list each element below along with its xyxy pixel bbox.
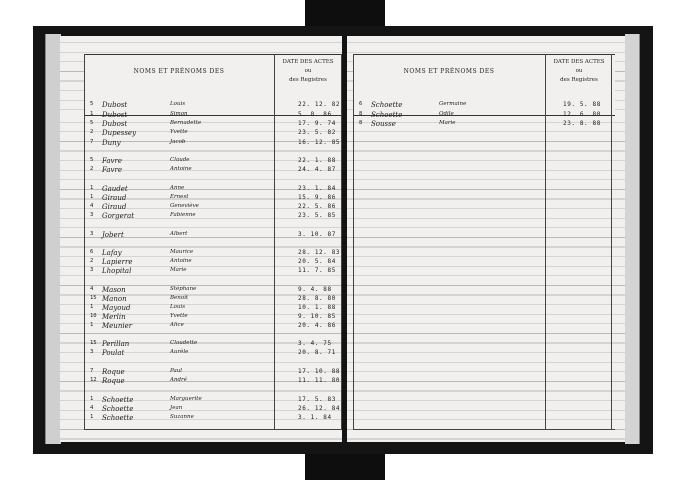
entry-number: 3 [90, 212, 94, 218]
entry-given-name: Bernadette [170, 120, 202, 126]
register-entry [60, 100, 342, 110]
entry-number: 7 [90, 139, 94, 145]
entry-given-name: Marie [170, 267, 187, 273]
entry-given-name: Germaine [439, 101, 467, 107]
entry-given-name: Antoine [170, 258, 192, 264]
entry-number: 1 [90, 396, 94, 402]
entry-surname: Gaudet [102, 185, 128, 193]
entry-date: 23. 5. 82 [298, 129, 336, 136]
entry-date: 19. 5. 88 [563, 101, 601, 108]
entry-surname: Schoette [371, 111, 403, 119]
entry-surname: Schoette [102, 414, 134, 422]
entry-given-name: Louis [170, 304, 186, 310]
entry-surname: Schoette [371, 101, 403, 109]
entry-surname: Jobert [102, 231, 124, 239]
entry-surname: Lafay [102, 249, 122, 257]
entry-date: 5. 8. 86 [298, 111, 332, 118]
entry-date: 22. 1. 88 [298, 157, 336, 164]
entry-surname: Lhopital [102, 267, 132, 275]
entry-number: 1 [90, 194, 94, 200]
entry-date: 20. 4. 86 [298, 322, 336, 329]
entry-surname: Dubost [102, 101, 128, 109]
left-register-page [60, 36, 342, 442]
entry-date: 28. 8. 80 [298, 295, 336, 302]
entry-number: 1 [90, 304, 94, 310]
date-title-line3: des Registres [560, 77, 598, 83]
entry-date: 3. 4. 75 [298, 340, 332, 347]
entry-number: 6 [359, 101, 363, 107]
entry-date: 3. 10. 87 [298, 231, 336, 238]
entry-surname: Giraud [102, 203, 127, 211]
right-register-page [347, 36, 625, 442]
entry-number: 3 [90, 267, 94, 273]
entry-date: 24. 4. 87 [298, 166, 336, 173]
entry-surname: Meunier [102, 322, 133, 330]
entry-given-name: Marie [439, 120, 456, 126]
entry-number: 1 [90, 414, 94, 420]
left-footer-rule [84, 429, 342, 430]
entry-given-name: Geneviève [170, 203, 199, 209]
names-column-title: NOMS ET PRÉNOMS DES [403, 68, 495, 75]
entry-number: 4 [90, 286, 94, 292]
entry-date: 20. 8. 71 [298, 349, 336, 356]
entry-given-name: Fabienne [170, 212, 196, 218]
entry-number: 7 [90, 368, 94, 374]
entry-date: 3. 1. 84 [298, 414, 332, 421]
entry-given-name: Anne [170, 185, 185, 191]
entry-number: 4 [90, 405, 94, 411]
entry-date: 22. 12. 82 [298, 101, 341, 108]
register-entry [60, 321, 342, 331]
entry-given-name: Benoît [170, 295, 189, 301]
entry-date: 16. 12. 85 [298, 139, 341, 146]
register-entry [347, 119, 625, 129]
entry-date: 23. 8. 88 [563, 120, 601, 127]
entry-date: 15. 9. 86 [298, 194, 336, 201]
entry-number: 10 [90, 313, 97, 319]
entry-surname: Perillan [102, 340, 130, 348]
entry-number: 5 [90, 157, 94, 163]
date-title-line2: ou [575, 68, 583, 74]
entry-number: 2 [90, 166, 94, 172]
entry-date: 9. 4. 88 [298, 286, 332, 293]
entry-surname: Giraud [102, 194, 127, 202]
date-title-line2: ou [304, 68, 312, 74]
register-entry [60, 138, 342, 148]
left-page-edges [45, 34, 61, 444]
entry-date: 17. 5. 83 [298, 396, 336, 403]
entry-number: 12 [90, 377, 97, 383]
date-title-line1: DATE DES ACTES [553, 59, 605, 65]
entry-date: 23. 5. 85 [298, 212, 336, 219]
entry-given-name: Antoine [170, 166, 192, 172]
entry-surname: Mayoud [102, 304, 131, 312]
entry-given-name: Claude [170, 157, 190, 163]
register-entry [60, 348, 342, 358]
names-column-title: NOMS ET PRÉNOMS DES [133, 68, 225, 75]
entry-surname: Lapierre [102, 258, 133, 266]
entry-surname: Manon [102, 295, 127, 303]
entry-number: 3 [90, 231, 94, 237]
entry-surname: Roque [102, 368, 125, 376]
entry-date: 11. 11. 80 [298, 377, 341, 384]
entry-date: 9. 10. 85 [298, 313, 336, 320]
entry-surname: Favre [102, 157, 122, 165]
entry-number: 1 [90, 322, 94, 328]
date-column-title [545, 58, 613, 85]
entry-surname: Dubost [102, 120, 128, 128]
header-top-rule [353, 54, 615, 55]
entry-given-name: Yvette [170, 313, 188, 319]
entry-given-name: Odile [439, 111, 454, 117]
entry-number: 2 [90, 258, 94, 264]
entry-number: 1 [90, 111, 94, 117]
entry-surname: Schoette [102, 405, 134, 413]
entry-surname: Merlin [102, 313, 126, 321]
register-entry [60, 376, 342, 386]
entry-given-name: Suzanne [170, 414, 194, 420]
register-entry [60, 165, 342, 175]
register-entry [60, 413, 342, 423]
date-title-line3: des Registres [289, 77, 327, 83]
entry-given-name: Stéphane [170, 286, 197, 292]
entry-given-name: Simon [170, 111, 188, 117]
entry-date: 11. 7. 85 [298, 267, 336, 274]
register-entry [60, 211, 342, 221]
entry-number: 1 [90, 185, 94, 191]
entry-given-name: André [170, 377, 187, 383]
entry-number: 15 [90, 340, 97, 346]
entry-number: 8 [359, 111, 363, 117]
entry-date: 10. 1. 88 [298, 304, 336, 311]
register-entry [60, 266, 342, 276]
entry-given-name: Jacob [170, 139, 186, 145]
entry-given-name: Marguerite [170, 396, 202, 402]
entry-date: 26. 12. 84 [298, 405, 341, 412]
date-title-line1: DATE DES ACTES [282, 59, 334, 65]
entry-given-name: Jean [170, 405, 183, 411]
right-page-edges [625, 34, 640, 444]
entry-date: 22. 5. 86 [298, 203, 336, 210]
entry-given-name: Yvette [170, 129, 188, 135]
header-top-rule [84, 54, 342, 55]
entry-surname: Sousse [371, 120, 396, 128]
register-entry [347, 100, 625, 110]
entry-date: 28. 12. 83 [298, 249, 341, 256]
entry-date: 23. 1. 84 [298, 185, 336, 192]
entry-given-name: Paul [170, 368, 183, 374]
register-entry [60, 230, 342, 240]
entry-number: 8 [359, 120, 363, 126]
entry-date: 17. 10. 88 [298, 368, 341, 375]
entry-given-name: Ernest [170, 194, 189, 200]
entry-surname: Favre [102, 166, 122, 174]
entry-surname: Poulat [102, 349, 125, 357]
entry-number: 3 [90, 349, 94, 355]
entry-given-name: Maurice [170, 249, 194, 255]
entry-given-name: Albert [170, 231, 188, 237]
entry-given-name: Alice [170, 322, 184, 328]
entry-date: 12. 6. 80 [563, 111, 601, 118]
entry-surname: Dubost [102, 111, 128, 119]
entry-surname: Mason [102, 286, 126, 294]
entry-surname: Dupessey [102, 129, 137, 137]
entry-number: 15 [90, 295, 97, 301]
register-entry [60, 128, 342, 138]
entry-surname: Duny [102, 139, 121, 147]
date-column-title [274, 58, 342, 85]
entry-given-name: Louis [170, 101, 186, 107]
entry-number: 2 [90, 129, 94, 135]
entry-surname: Roque [102, 377, 125, 385]
entry-surname: Gorgerat [102, 212, 135, 220]
entry-number: 6 [90, 249, 94, 255]
entry-number: 4 [90, 203, 94, 209]
entry-number: 5 [90, 120, 94, 126]
entry-date: 20. 5. 84 [298, 258, 336, 265]
entry-surname: Schoette [102, 396, 134, 404]
entry-given-name: Claudette [170, 340, 198, 346]
entry-number: 5 [90, 101, 94, 107]
entry-given-name: Aurèle [170, 349, 189, 355]
entry-date: 17. 9. 74 [298, 120, 336, 127]
right-footer-rule [353, 429, 615, 430]
